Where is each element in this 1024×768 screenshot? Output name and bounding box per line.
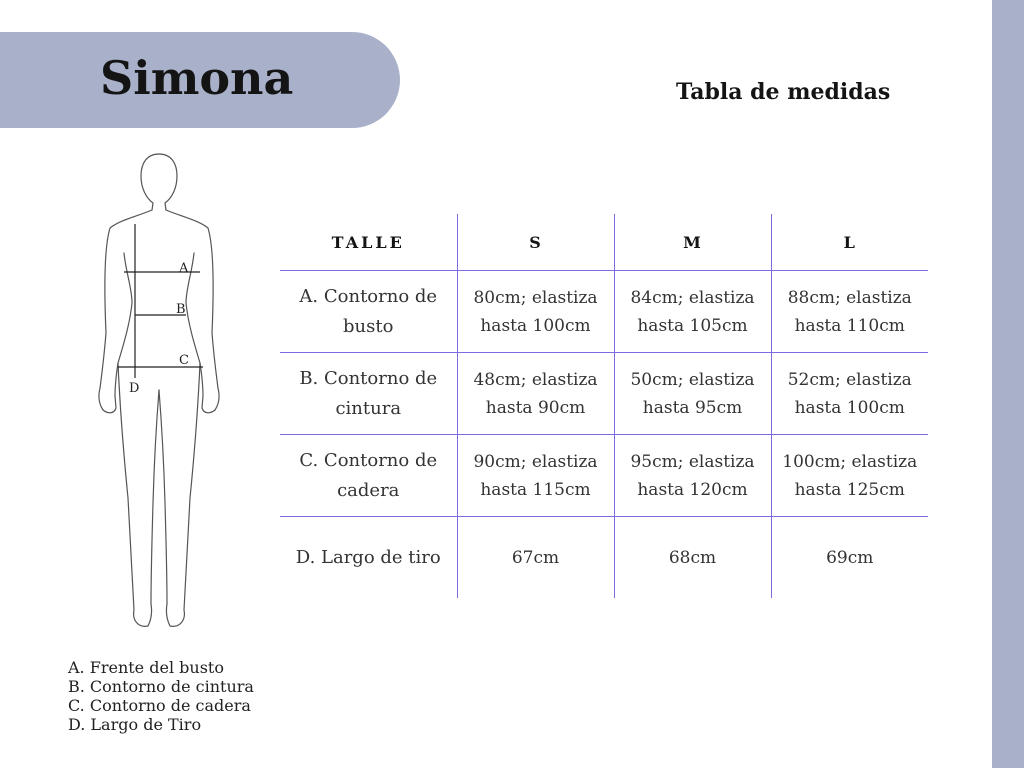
row-label-cadera: C. Contorno de cadera [280, 435, 457, 517]
body-measurement-figure [58, 148, 238, 638]
figure-label-c: C [179, 353, 189, 368]
figure-label-a: A [179, 261, 189, 276]
cell-tiro-m: 68cm [614, 517, 771, 599]
cell-cadera-s: 90cm; elastiza hasta 115cm [457, 435, 614, 517]
cell-cintura-s: 48cm; elastiza hasta 90cm [457, 353, 614, 435]
cell-busto-m: 84cm; elastiza hasta 105cm [614, 271, 771, 353]
table-row [280, 517, 928, 599]
brand-title: Simona [100, 51, 294, 105]
header-size-s: S [457, 214, 614, 271]
header-size-l: L [771, 214, 928, 271]
table-row [280, 435, 928, 517]
cell-tiro-l: 69cm [771, 517, 928, 599]
measurement-legend [68, 658, 254, 734]
size-table [280, 214, 928, 598]
header-talle: TALLE [280, 214, 457, 271]
cell-busto-s: 80cm; elastiza hasta 100cm [457, 271, 614, 353]
row-label-tiro: D. Largo de tiro [280, 517, 457, 599]
legend-item-a: A. Frente del busto [68, 658, 224, 677]
table-row [280, 353, 928, 435]
cell-cintura-m: 50cm; elastiza hasta 95cm [614, 353, 771, 435]
cell-cadera-m: 95cm; elastiza hasta 120cm [614, 435, 771, 517]
figure-label-d: D [129, 381, 140, 396]
cell-cadera-l: 100cm; elastiza hasta 125cm [771, 435, 928, 517]
cell-busto-l: 88cm; elastiza hasta 110cm [771, 271, 928, 353]
side-stripe [992, 0, 1024, 768]
cell-cintura-l: 52cm; elastiza hasta 100cm [771, 353, 928, 435]
table-row [280, 271, 928, 353]
header-size-m: M [614, 214, 771, 271]
figure-label-b: B [176, 302, 186, 317]
legend-item-d: D. Largo de Tiro [68, 715, 202, 734]
row-label-cintura: B. Contorno de cintura [280, 353, 457, 435]
legend-item-b: B. Contorno de cintura [68, 677, 254, 696]
legend-item-c: C. Contorno de cadera [68, 696, 251, 715]
cell-tiro-s: 67cm [457, 517, 614, 599]
table-header-row [280, 214, 928, 271]
row-label-busto: A. Contorno de busto [280, 271, 457, 353]
size-chart-title: Tabla de medidas [676, 79, 891, 105]
